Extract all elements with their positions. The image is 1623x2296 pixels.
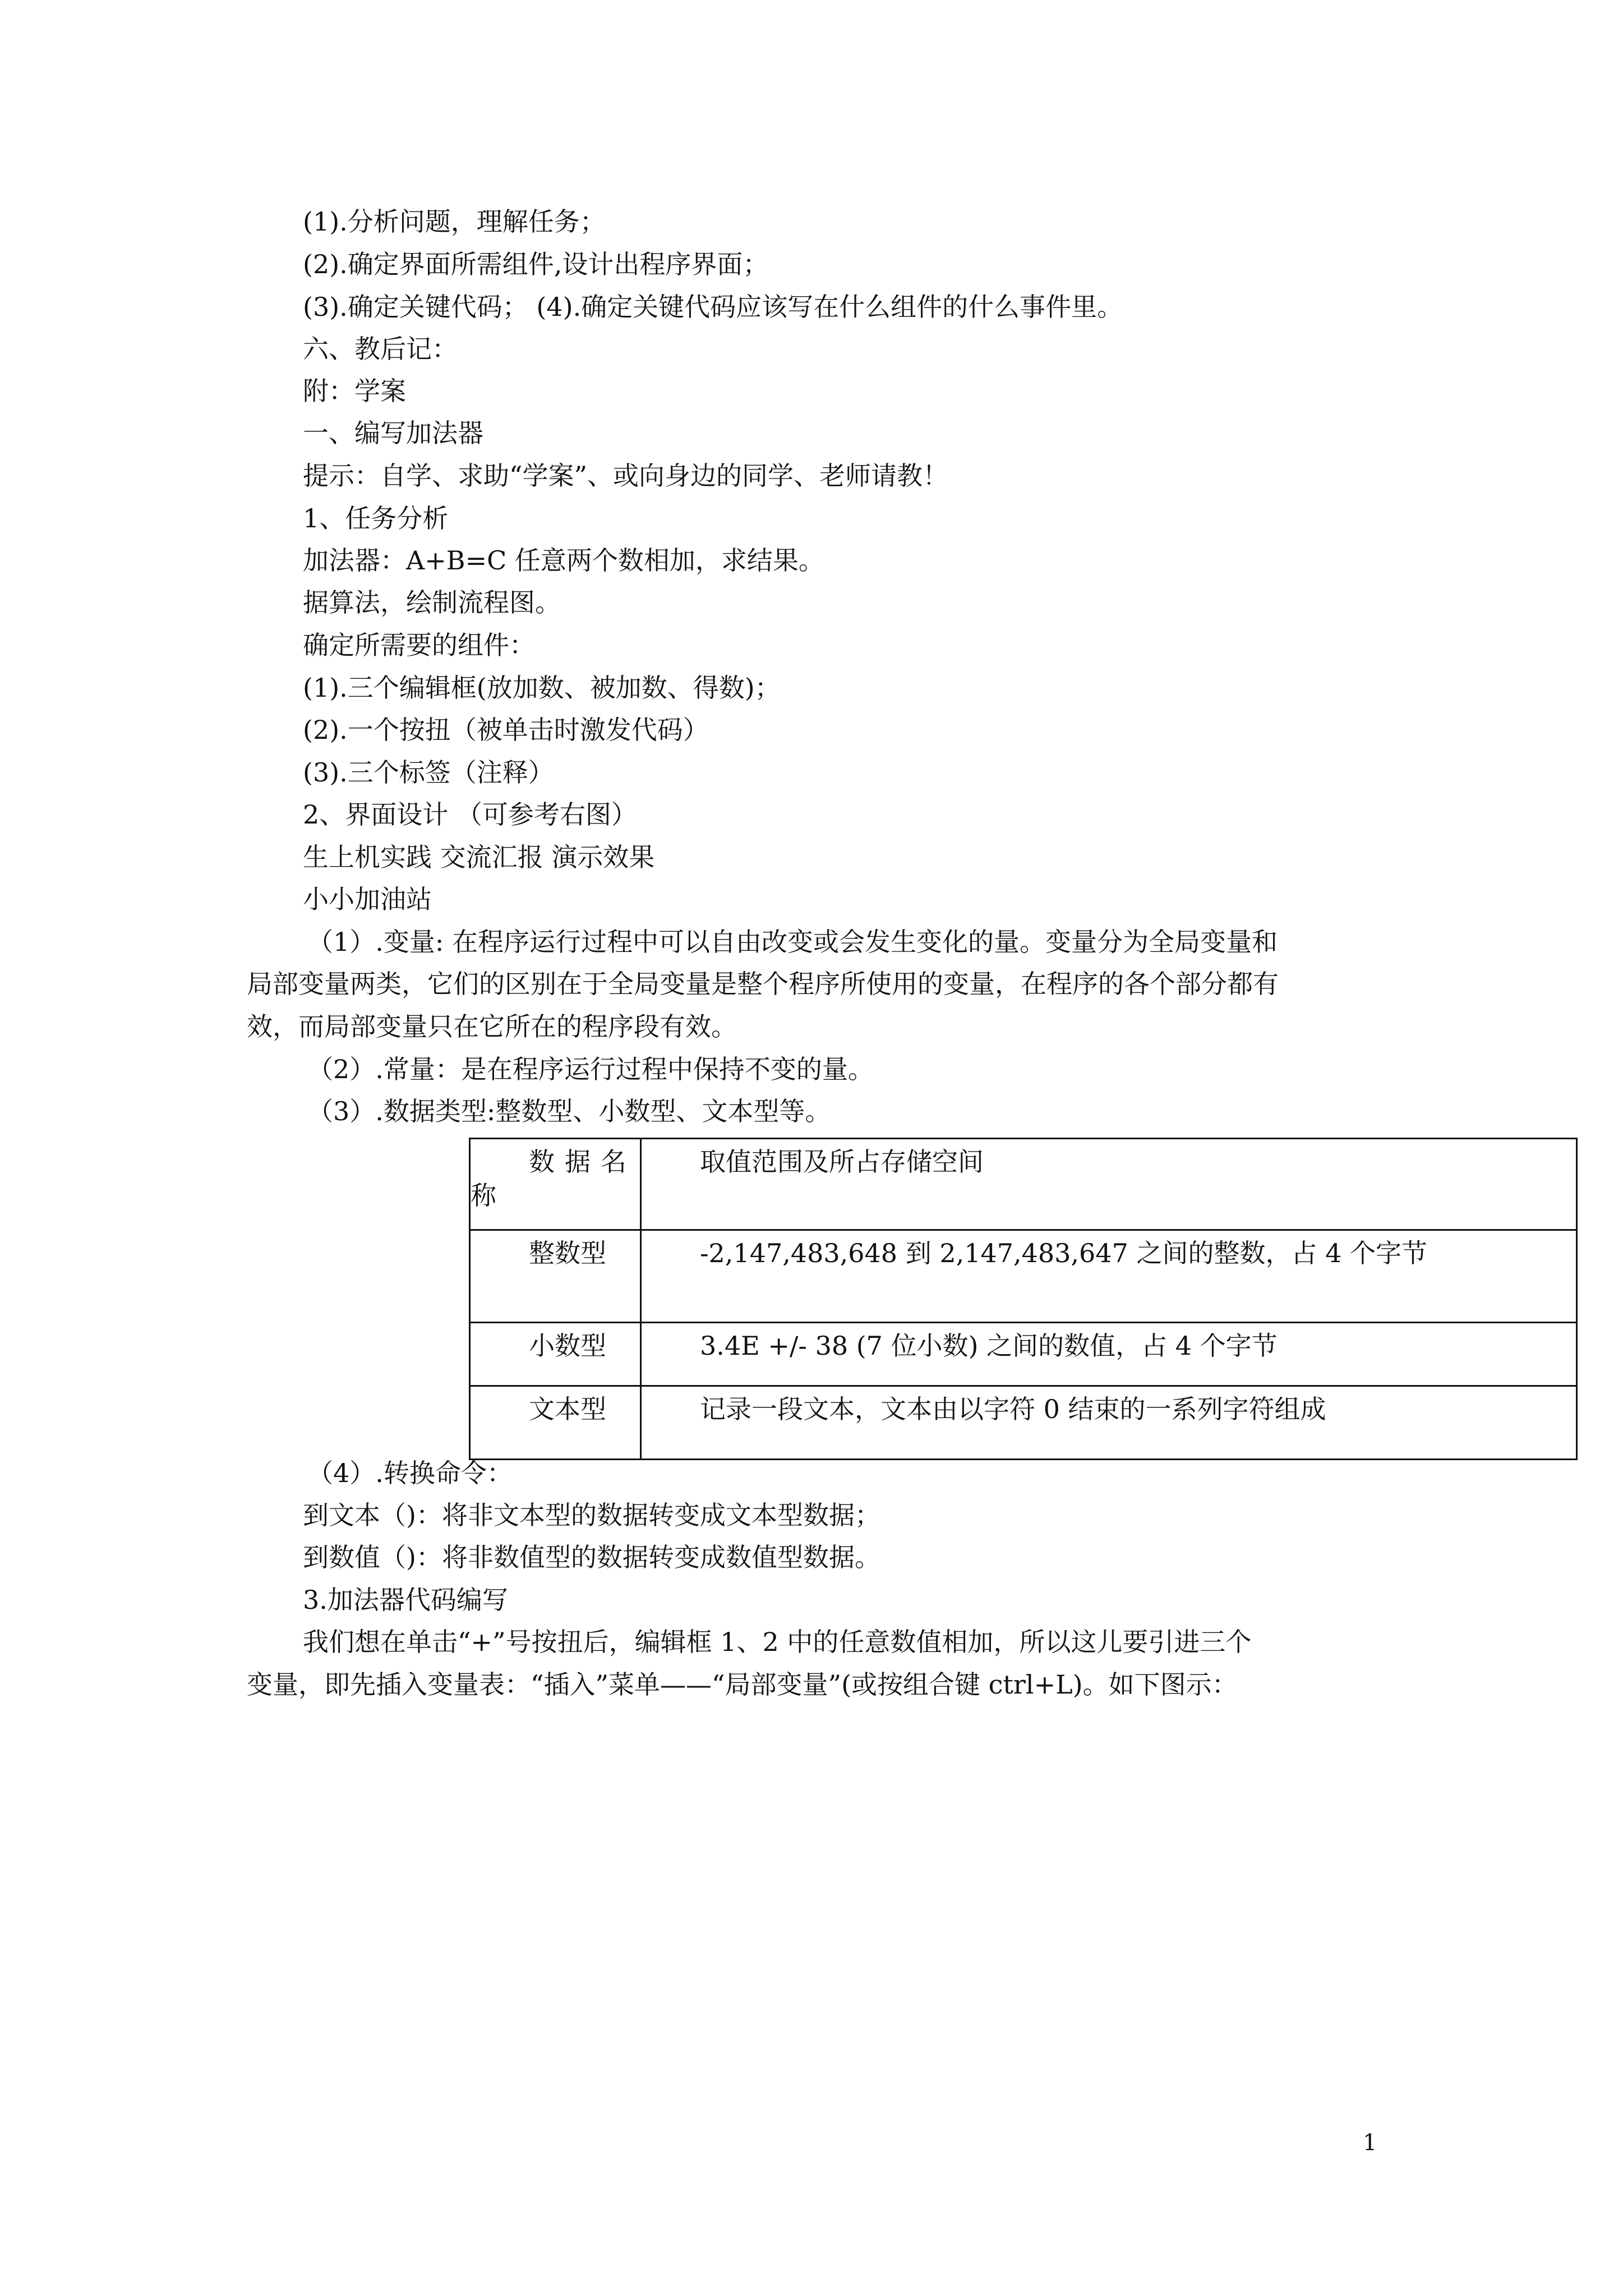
variable-para-line-1: （1）.变量: 在程序运行过程中可以自由改变或会发生变化的量。变量分为全局变量和 bbox=[307, 927, 1278, 957]
table-header-row bbox=[470, 1139, 1577, 1230]
final-para-line-2: 变量，即先插入变量表：“插入”菜单——“局部变量”(或按组合键 ctrl+L)。如下图示： bbox=[247, 1669, 1238, 1700]
station-heading: 小小加油站 bbox=[303, 884, 432, 914]
final-para-line-1: 我们想在单击“+”号按扭后，编辑框 1、2 中的任意数值相加，所以这儿要引进三个 bbox=[303, 1627, 1252, 1657]
table-row bbox=[470, 1386, 1577, 1460]
type-name-cell bbox=[470, 1386, 641, 1460]
variable-para-line-3: 效，而局部变量只在它所在的程序段有效。 bbox=[247, 1011, 737, 1042]
reflection-heading: 六、教后记： bbox=[303, 334, 458, 364]
component-3-line: (3).三个标签（注释） bbox=[303, 757, 554, 788]
header-name-bottom: 称 bbox=[471, 1180, 496, 1211]
type-range-decimal: 3.4E +/- 38 (7 位小数) 之间的数值，占 4 个字节 bbox=[641, 1323, 1577, 1386]
to-text-line: 到文本（)：将非文本型的数据转变成文本型数据； bbox=[303, 1500, 880, 1530]
type-name-decimal: 小数型 bbox=[529, 1331, 606, 1361]
datatype-line: （3）.数据类型:整数型、小数型、文本型等。 bbox=[307, 1096, 831, 1126]
step-1-line: (1).分析问题，理解任务； bbox=[303, 206, 606, 237]
task-analysis-heading: 1、任务分析 bbox=[303, 503, 449, 533]
step-2-line: (2).确定界面所需组件,设计出程序界面； bbox=[303, 249, 769, 279]
header-name-cell bbox=[470, 1139, 641, 1230]
constant-line: （2）.常量：是在程序运行过程中保持不变的量。 bbox=[307, 1054, 874, 1084]
header-range-cell: 取值范围及所占存储空间 bbox=[641, 1139, 1577, 1230]
component-1-line: (1).三个编辑框(放加数、被加数、得数)； bbox=[303, 673, 781, 703]
step-3-4-line: (3).确定关键代码； (4).确定关键代码应该写在什么组件的什么事件里。 bbox=[303, 292, 1123, 322]
type-range-text: 记录一段文本，文本由以字符 0 结束的一系列字符组成 bbox=[641, 1386, 1577, 1460]
header-name-top: 数据名 bbox=[529, 1147, 637, 1177]
type-range-integer: -2,147,483,648 到 2,147,483,647 之间的整数，占 4 个字节 bbox=[641, 1230, 1577, 1323]
type-name-integer: 整数型 bbox=[529, 1238, 606, 1268]
type-name-text: 文本型 bbox=[529, 1394, 606, 1424]
components-heading: 确定所需要的组件： bbox=[303, 630, 535, 660]
data-type-table bbox=[469, 1138, 1578, 1460]
table-row bbox=[470, 1230, 1577, 1323]
table-row bbox=[470, 1323, 1577, 1386]
hint-line: 提示：自学、求助“学案”、或向身边的同学、老师请教！ bbox=[303, 461, 949, 491]
type-name-cell bbox=[470, 1230, 641, 1323]
ui-design-heading: 2、界面设计 （可参考右图） bbox=[303, 799, 637, 830]
practice-line: 生上机实践 交流汇报 演示效果 bbox=[303, 842, 655, 872]
section-heading-adder: 一、编写加法器 bbox=[303, 418, 483, 448]
to-number-line: 到数值（)：将非数值型的数据转变成数值型数据。 bbox=[303, 1542, 880, 1572]
code-heading: 3.加法器代码编写 bbox=[303, 1585, 508, 1615]
type-name-cell bbox=[470, 1323, 641, 1386]
flowchart-line: 据算法，绘制流程图。 bbox=[303, 587, 561, 618]
page-number: 1 bbox=[1363, 2130, 1377, 2156]
variable-para-line-2: 局部变量两类，它们的区别在于全局变量是整个程序所使用的变量，在程序的各个部分都有 bbox=[247, 969, 1279, 999]
conversion-heading: （4）.转换命令： bbox=[307, 1458, 513, 1488]
appendix-heading: 附：学案 bbox=[303, 376, 406, 406]
adder-definition-line: 加法器：A+B=C 任意两个数相加，求结果。 bbox=[303, 545, 824, 576]
component-2-line: (2).一个按扭（被单击时激发代码） bbox=[303, 715, 709, 745]
